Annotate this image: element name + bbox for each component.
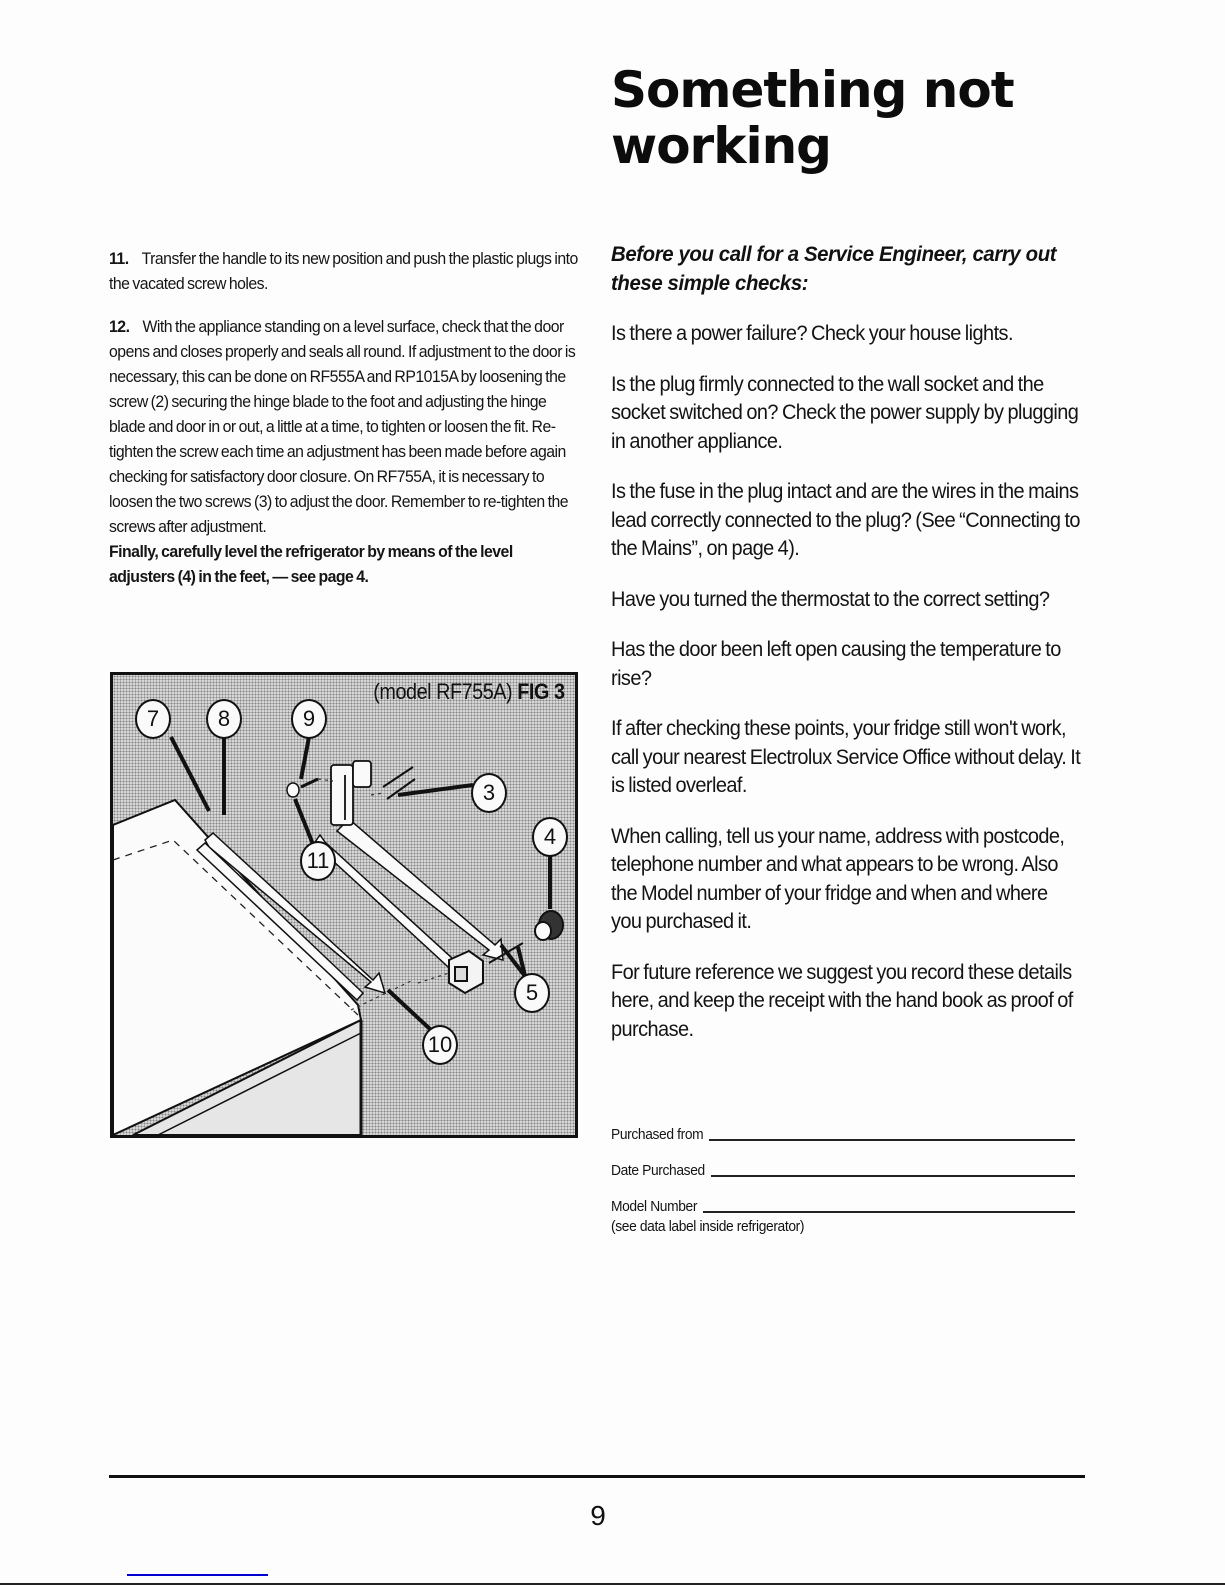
purchased-from-row [611, 1126, 1075, 1144]
scan-edge-mark [127, 1574, 268, 1576]
step-12-text: With the appliance standing on a level surface, check that the door opens and closes properly and seals all round. If adjustment to the door is necessary, this can be done on RF555A and RP1015A by loosening the screw (2) securing the hinge blade to the foot and adjusting the hinge blade and door in or out, a little at a time, to tighten or loosen the fit. Re-tighten the screw each time an adjustment has been made before again checking for satisfactory door closure. On RF755A, it is necessary to loosen the two screws (3) to adjust the door. Remember to re-tighten the screws after adjustment. [109, 317, 576, 536]
callout-9: 9 [291, 699, 327, 739]
figure-caption [374, 679, 565, 705]
model-number-row [611, 1198, 1075, 1216]
callout-10: 10 [422, 1025, 458, 1065]
check-thermostat: Have you turned the thermostat to the correct setting? [611, 587, 1050, 611]
check-plug-connected: Is the plug firmly connected to the wall socket and the socket switched on? Check the power supply by plugging in another appliance. [611, 372, 1079, 453]
callout-3: 3 [471, 773, 507, 813]
purchased-from-field[interactable] [709, 1138, 1075, 1141]
date-purchased-row [611, 1162, 1075, 1180]
callout-5: 5 [514, 973, 550, 1013]
foot-block [449, 951, 483, 993]
footer-divider [109, 1475, 1085, 1478]
check-power-failure: Is there a power failure? Check your house lights. [611, 322, 1013, 345]
figure-3-diagram [110, 672, 578, 1138]
exploded-view-drawing [113, 675, 575, 1135]
purchased-from-label: Purchased from [611, 1126, 704, 1143]
check-door-open: Has the door been left open causing the temperature to rise? [611, 638, 1061, 690]
step-11-number: 11. [109, 249, 129, 268]
model-number-field[interactable] [703, 1210, 1075, 1213]
level-adjuster [535, 911, 563, 940]
final-levelling-note: Finally, carefully level the refrigerator by means of the level adjusters (4) in the feet, — see page 4. [109, 542, 513, 586]
step-12 [109, 314, 579, 539]
callout-4: 4 [532, 817, 568, 857]
hinge-bracket [331, 761, 371, 825]
step-12-number: 12. [109, 317, 130, 336]
step-11 [109, 246, 579, 296]
figure-caption-number: FIG 3 [517, 679, 565, 704]
record-details-note: For future reference we suggest you record these details here, and keep the receipt with the hand book as proof of purchase. [611, 960, 1073, 1041]
installation-steps [109, 246, 579, 589]
callout-11: 11 [300, 841, 336, 881]
callout-7: 7 [135, 699, 171, 739]
check-fuse-wires: Is the fuse in the plug intact and are the wires in the mains lead correctly connected to the plug? (See “Connecting to the Mains”, on page 4). [611, 480, 1080, 560]
callout-8: 8 [206, 699, 242, 739]
purchase-record-form [611, 1126, 1075, 1236]
step-11-text: Transfer the handle to its new position and push the plastic plugs into the vacated screw holes. [109, 249, 578, 293]
call-service-office: If after checking these points, your fridge still won't work, call your nearest Electrolux Service Office without delay. It is listed overleaf. [611, 717, 1081, 797]
page-number: 9 [590, 1500, 606, 1531]
checks-intro: Before you call for a Service Engineer, carry out these simple checks: [611, 243, 1057, 295]
troubleshooting-section [611, 240, 1081, 1066]
date-purchased-label: Date Purchased [611, 1162, 705, 1179]
page-title: Something not working [611, 61, 1014, 175]
calling-details: When calling, tell us your name, address with postcode, telephone number and what appears to be wrong. Also the Model number of your fridge and when and where you purchased it. [611, 824, 1065, 933]
model-number-label: Model Number [611, 1198, 698, 1215]
date-purchased-field[interactable] [711, 1174, 1075, 1177]
model-number-note: (see data label inside refrigerator) [611, 1218, 805, 1235]
figure-caption-model: (model RF755A) [373, 679, 513, 704]
